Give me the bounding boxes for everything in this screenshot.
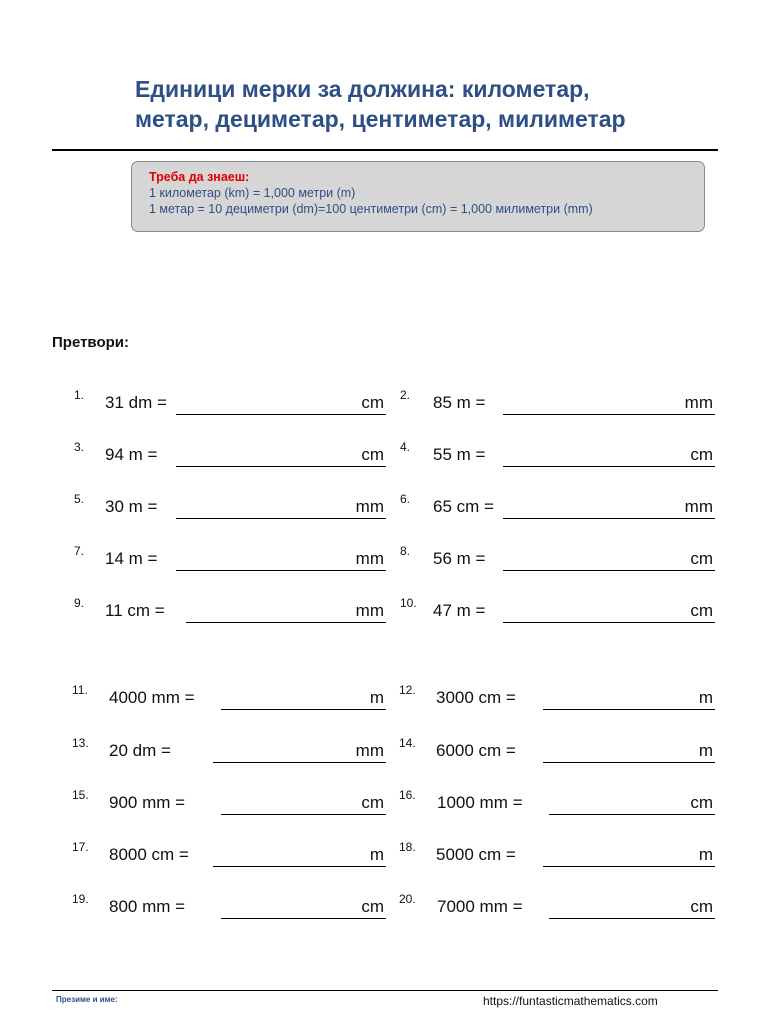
answer-unit: cm <box>361 897 384 916</box>
answer-blank[interactable] <box>543 709 715 710</box>
answer-unit: mm <box>355 601 384 620</box>
problem-20 <box>0 892 768 922</box>
instruction-label: Претвори: <box>52 334 129 351</box>
problem-number: 2. <box>400 388 411 402</box>
worksheet-title <box>135 74 735 134</box>
problem-number: 14. <box>399 736 416 750</box>
title-line-2: метар, дециметар, центиметар, милиметар <box>135 106 626 132</box>
problem-number: 9. <box>74 596 85 610</box>
problem-expression: 4000 mm = <box>109 688 195 707</box>
problem-expression: 900 mm = <box>109 793 186 812</box>
answer-unit: cm <box>690 897 713 916</box>
problem-expression: 800 mm = <box>109 897 186 916</box>
problem-12 <box>0 683 768 713</box>
answer-unit: cm <box>361 445 384 464</box>
answer-unit: m <box>369 845 384 864</box>
problem-number: 17. <box>72 840 89 854</box>
info-line-1: 1 километар (km) = 1,000 метри (m) <box>149 186 356 200</box>
answer-unit: m <box>698 845 713 864</box>
problem-expression: 8000 cm = <box>109 845 189 864</box>
answer-unit: m <box>698 688 713 707</box>
problem-number: 11. <box>72 683 88 697</box>
answer-blank[interactable] <box>503 622 715 623</box>
answer-unit: cm <box>690 445 713 464</box>
problem-number: 18. <box>399 840 416 854</box>
problem-expression: 31 dm = <box>105 393 167 412</box>
problem-number: 10. <box>400 596 417 610</box>
answer-blank[interactable] <box>503 570 715 571</box>
problem-14 <box>0 736 768 766</box>
problem-number: 15. <box>72 788 89 802</box>
problem-expression: 85 m = <box>433 393 486 412</box>
problem-number: 4. <box>400 440 411 454</box>
info-box <box>131 161 705 232</box>
problem-10 <box>0 596 768 626</box>
answer-unit: mm <box>355 741 384 760</box>
footer-url[interactable]: https://funtasticmathematics.com <box>483 994 658 1008</box>
problem-expression: 1000 mm = <box>437 793 523 812</box>
info-heading: Треба да знаеш: <box>149 170 250 184</box>
problem-number: 1. <box>74 388 85 402</box>
problem-2 <box>0 388 768 418</box>
problem-number: 19. <box>72 892 89 906</box>
answer-blank[interactable] <box>543 762 715 763</box>
problem-4 <box>0 440 768 470</box>
info-line-2: 1 метар = 10 дециметри (dm)=100 центиметри (cm) = 1,000 милиметри (mm) <box>149 202 593 216</box>
problem-expression: 14 m = <box>105 549 158 568</box>
problem-expression: 65 cm = <box>433 497 494 516</box>
problem-number: 6. <box>400 492 411 506</box>
problem-number: 7. <box>74 544 85 558</box>
answer-blank[interactable] <box>549 918 715 919</box>
answer-unit: cm <box>361 793 384 812</box>
problem-number: 5. <box>74 492 85 506</box>
title-line-1: Единици мерки за должина: километар, <box>135 76 590 102</box>
answer-unit: mm <box>355 497 384 516</box>
answer-unit: mm <box>684 393 713 412</box>
answer-unit: cm <box>690 549 713 568</box>
answer-unit: mm <box>355 549 384 568</box>
answer-unit: cm <box>690 601 713 620</box>
problem-16 <box>0 788 768 818</box>
answer-blank[interactable] <box>503 466 715 467</box>
answer-blank[interactable] <box>549 814 715 815</box>
problem-number: 16. <box>399 788 416 802</box>
answer-unit: m <box>698 741 713 760</box>
answer-blank[interactable] <box>503 414 715 415</box>
problem-expression: 20 dm = <box>109 741 171 760</box>
answer-unit: mm <box>684 497 713 516</box>
problem-expression: 55 m = <box>433 445 486 464</box>
problem-number: 3. <box>74 440 85 454</box>
problem-expression: 47 m = <box>433 601 486 620</box>
footer-divider <box>52 990 718 991</box>
problem-number: 8. <box>400 544 411 558</box>
name-label: Презиме и име: <box>56 995 118 1004</box>
answer-unit: m <box>369 688 384 707</box>
problem-expression: 56 m = <box>433 549 486 568</box>
problem-expression: 11 cm = <box>105 601 165 620</box>
answer-blank[interactable] <box>543 866 715 867</box>
problem-expression: 6000 cm = <box>436 741 516 760</box>
problem-expression: 30 m = <box>105 497 158 516</box>
problem-expression: 5000 cm = <box>436 845 516 864</box>
problem-number: 20. <box>399 892 416 906</box>
problem-6 <box>0 492 768 522</box>
problem-expression: 94 m = <box>105 445 158 464</box>
problem-number: 12. <box>399 683 416 697</box>
problem-18 <box>0 840 768 870</box>
problem-expression: 7000 mm = <box>437 897 523 916</box>
answer-unit: cm <box>361 393 384 412</box>
title-divider <box>52 149 718 151</box>
problem-8 <box>0 544 768 574</box>
answer-unit: cm <box>690 793 713 812</box>
answer-blank[interactable] <box>503 518 715 519</box>
problem-number: 13. <box>72 736 89 750</box>
problem-expression: 3000 cm = <box>436 688 516 707</box>
